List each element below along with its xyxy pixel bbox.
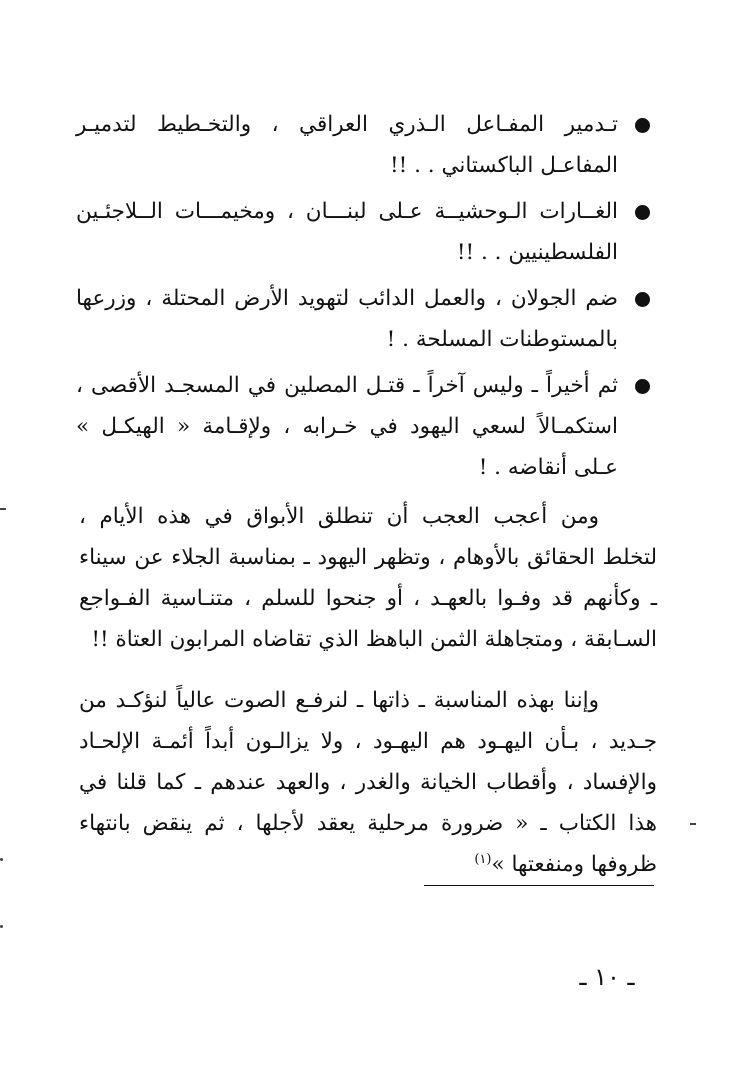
bullet-text: ضم الجولان ، والعمل الدائب لتهويد الأرض المحتلة ، وزرعها بالمستوطنات المسلحة . ! bbox=[76, 286, 618, 352]
bullet-list bbox=[76, 104, 652, 493]
bullet-text: الغــارات الـوحشيــة عـلى لبنـــان ، ومخيمـــات الــلاجئـين الفلسطينيين . . !! bbox=[76, 199, 618, 265]
body-paragraph bbox=[79, 680, 657, 885]
list-item bbox=[76, 104, 652, 186]
scan-mark bbox=[0, 858, 3, 861]
scan-mark bbox=[690, 823, 696, 825]
bullet-icon bbox=[635, 118, 650, 133]
bullet-icon bbox=[635, 205, 650, 220]
list-item bbox=[76, 191, 652, 273]
footnote-marker: (١) bbox=[474, 851, 492, 867]
scan-mark bbox=[0, 508, 6, 510]
bullet-icon bbox=[635, 379, 650, 394]
list-item bbox=[76, 365, 652, 488]
body-paragraph: ومن أعجب العجب أن تنطلق الأبواق في هذه الأيام ، لتخلط الحقائق بالأوهام ، وتظهر اليهود ـ بمناسبة الجلاء عن سيناء ـ وكأنهم قد وفـوا بالعهـد ، أو جنحوا للسلم ، متنـاسية الفـواجع السـابقة ، ومتجاهلة الثمن الباهظ الذي تقاضاه المرابون العتاة !! bbox=[79, 504, 657, 652]
bullet-icon bbox=[635, 292, 650, 307]
bullet-text: ثم أخيراً ـ وليس آخراً ـ قتـل المصلين في المسجـد الأقصى ، استكمـالاً لسعي اليهود في خـرابه ، ولإقـامة « الهيكـل » عـلى أنقاضه . ! bbox=[76, 373, 618, 480]
footnote-divider bbox=[424, 885, 654, 886]
scan-mark bbox=[0, 925, 3, 928]
list-item bbox=[76, 278, 652, 360]
paragraph-text: وإننا بهذه المناسبة ـ ذاتها ـ لنرفـع الصوت عالياً لنؤكـد من جـديد ، بـأن اليهـود هم اليهـود ، ولا يزالـون أبداً أئمـة الإلحـاد والإفساد ، وأقطاب الخيانة والغدر ، والعهد عندهم ـ كما قلنا في هذا الكتاب ـ « ضرورة مرحلية يعقد لأجلها ، ثم ينقض بانتهاء ظروفها ومنفعتها » bbox=[79, 688, 657, 877]
page-number: ـ ١٠ ـ bbox=[579, 963, 635, 991]
bullet-text: تـدمير المفـاعل الـذري العراقي ، والتخـطيط لتدميـر المفاعـل الباكستاني . . !! bbox=[76, 112, 618, 178]
